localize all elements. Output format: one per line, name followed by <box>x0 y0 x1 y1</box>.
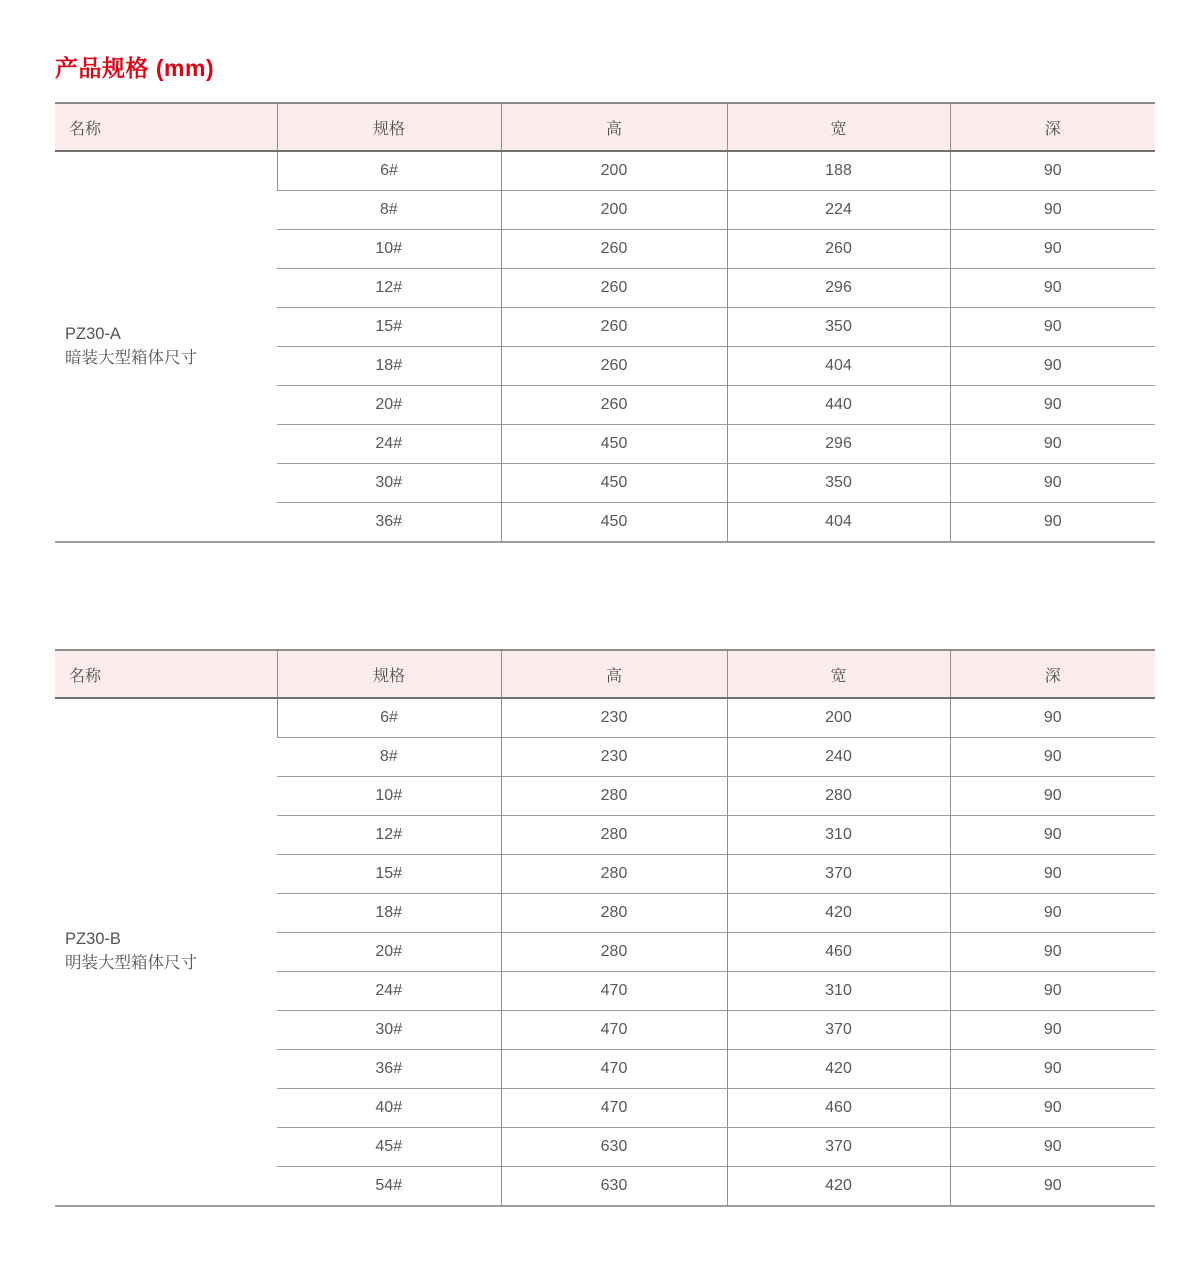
spec-cell: 280 <box>501 777 727 816</box>
spec-cell: 404 <box>727 347 950 386</box>
spec-cell: 240 <box>727 738 950 777</box>
header-cell: 名称 <box>55 650 277 698</box>
spec-cell: 224 <box>727 191 950 230</box>
table-row <box>55 151 1155 191</box>
spec-cell: 90 <box>950 191 1155 230</box>
spec-cell: 460 <box>727 933 950 972</box>
spec-cell: 370 <box>727 855 950 894</box>
header-cell: 高 <box>501 103 727 151</box>
spec-cell: 45# <box>277 1128 501 1167</box>
spec-cell: 450 <box>501 503 727 543</box>
spec-cell: 90 <box>950 1011 1155 1050</box>
spec-cell: 12# <box>277 816 501 855</box>
spec-cell: 200 <box>727 698 950 738</box>
spec-cell: 90 <box>950 308 1155 347</box>
spec-cell: 24# <box>277 972 501 1011</box>
header-cell: 名称 <box>55 103 277 151</box>
spec-cell: 90 <box>950 230 1155 269</box>
spec-cell: 470 <box>501 1089 727 1128</box>
table-row <box>55 698 1155 738</box>
product-description: 暗装大型箱体尺寸 <box>65 348 197 367</box>
spec-table <box>55 649 1155 1207</box>
spec-cell: 90 <box>950 698 1155 738</box>
spec-cell: 280 <box>501 933 727 972</box>
spec-cell: 260 <box>501 386 727 425</box>
spec-cell: 90 <box>950 738 1155 777</box>
spec-cell: 36# <box>277 1050 501 1089</box>
spec-cell: 188 <box>727 151 950 191</box>
spec-cell: 90 <box>950 816 1155 855</box>
spec-cell: 12# <box>277 269 501 308</box>
spec-cell: 440 <box>727 386 950 425</box>
spec-cell: 90 <box>950 933 1155 972</box>
spec-cell: 260 <box>501 308 727 347</box>
spec-cell: 8# <box>277 738 501 777</box>
spec-cell: 310 <box>727 972 950 1011</box>
product-model: PZ30-B <box>65 930 121 949</box>
header-row <box>55 650 1155 698</box>
spec-cell: 420 <box>727 1167 950 1207</box>
spec-cell: 90 <box>950 777 1155 816</box>
spec-cell: 470 <box>501 1050 727 1089</box>
spec-cell: 200 <box>501 151 727 191</box>
spec-cell: 630 <box>501 1128 727 1167</box>
spec-cell: 260 <box>501 347 727 386</box>
spec-cell: 296 <box>727 425 950 464</box>
spec-cell: 230 <box>501 738 727 777</box>
spec-cell: 6# <box>277 698 501 738</box>
spec-cell: 404 <box>727 503 950 543</box>
header-cell: 规格 <box>277 103 501 151</box>
spec-cell: 90 <box>950 151 1155 191</box>
header-cell: 宽 <box>727 650 950 698</box>
spec-cell: 40# <box>277 1089 501 1128</box>
spec-cell: 90 <box>950 386 1155 425</box>
spec-table <box>55 102 1155 543</box>
spec-cell: 280 <box>727 777 950 816</box>
spec-cell: 90 <box>950 503 1155 543</box>
spec-cell: 460 <box>727 1089 950 1128</box>
spec-cell: 15# <box>277 308 501 347</box>
spec-cell: 24# <box>277 425 501 464</box>
spec-cell: 90 <box>950 1128 1155 1167</box>
spec-cell: 470 <box>501 972 727 1011</box>
product-description: 明装大型箱体尺寸 <box>65 954 197 972</box>
spec-cell: 90 <box>950 347 1155 386</box>
spec-cell: 450 <box>501 425 727 464</box>
spec-cell: 90 <box>950 269 1155 308</box>
spec-cell: 90 <box>950 1050 1155 1089</box>
spec-cell: 90 <box>950 464 1155 503</box>
product-name-pz30-a <box>55 151 277 542</box>
header-row <box>55 103 1155 151</box>
spec-cell: 15# <box>277 855 501 894</box>
spec-cell: 280 <box>501 855 727 894</box>
spec-cell: 260 <box>501 269 727 308</box>
spec-cell: 90 <box>950 1167 1155 1207</box>
spec-cell: 280 <box>501 894 727 933</box>
spec-cell: 36# <box>277 503 501 543</box>
spec-cell: 350 <box>727 464 950 503</box>
spec-cell: 10# <box>277 230 501 269</box>
spec-cell: 20# <box>277 933 501 972</box>
spec-cell: 260 <box>501 230 727 269</box>
spec-cell: 630 <box>501 1167 727 1207</box>
page-title: 产品规格 (mm) <box>55 55 215 81</box>
spec-cell: 90 <box>950 894 1155 933</box>
header-cell: 高 <box>501 650 727 698</box>
spec-cell: 310 <box>727 816 950 855</box>
spec-cell: 420 <box>727 1050 950 1089</box>
spec-cell: 18# <box>277 894 501 933</box>
spec-table-pz30-a <box>55 102 1155 543</box>
spec-cell: 260 <box>727 230 950 269</box>
spec-cell: 370 <box>727 1011 950 1050</box>
spec-cell: 200 <box>501 191 727 230</box>
spec-cell: 90 <box>950 1089 1155 1128</box>
spec-cell: 90 <box>950 425 1155 464</box>
spec-cell: 450 <box>501 464 727 503</box>
header-cell: 宽 <box>727 103 950 151</box>
product-model: PZ30-A <box>65 324 121 343</box>
spec-cell: 10# <box>277 777 501 816</box>
header-cell: 规格 <box>277 650 501 698</box>
spec-cell: 8# <box>277 191 501 230</box>
product-name-pz30-b <box>55 698 277 1206</box>
spec-cell: 18# <box>277 347 501 386</box>
spec-table-pz30-b <box>55 649 1155 1207</box>
spec-cell: 90 <box>950 972 1155 1011</box>
spec-cell: 30# <box>277 464 501 503</box>
spec-cell: 350 <box>727 308 950 347</box>
spec-cell: 296 <box>727 269 950 308</box>
spec-cell: 230 <box>501 698 727 738</box>
spec-cell: 90 <box>950 855 1155 894</box>
spec-cell: 420 <box>727 894 950 933</box>
spec-cell: 470 <box>501 1011 727 1050</box>
spec-cell: 6# <box>277 151 501 191</box>
spec-cell: 280 <box>501 816 727 855</box>
spec-cell: 370 <box>727 1128 950 1167</box>
header-cell: 深 <box>950 650 1155 698</box>
spec-cell: 54# <box>277 1167 501 1207</box>
spec-cell: 30# <box>277 1011 501 1050</box>
spec-cell: 20# <box>277 386 501 425</box>
header-cell: 深 <box>950 103 1155 151</box>
